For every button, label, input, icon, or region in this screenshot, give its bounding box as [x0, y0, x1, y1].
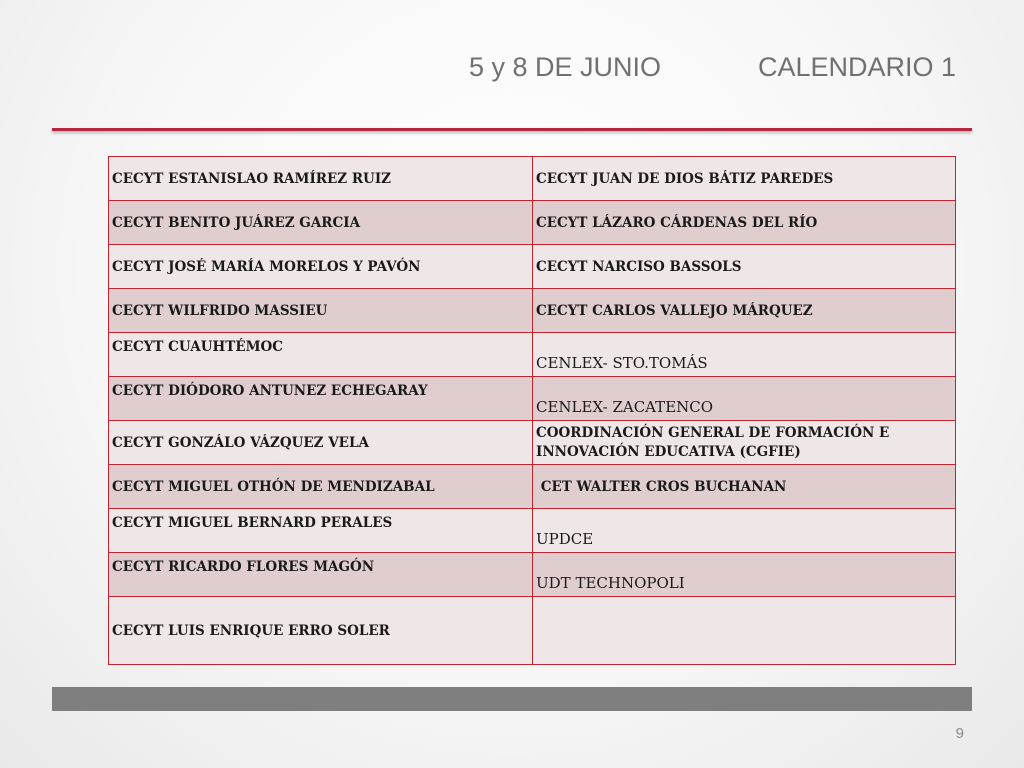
table-cell-right: UPDCE	[533, 509, 956, 553]
table-cell-right: CENLEX- STO.TOMÁS	[533, 333, 956, 377]
table-cell-right: CECYT CARLOS VALLEJO MÁRQUEZ	[533, 289, 956, 333]
table-cell-right: CECYT LÁZARO CÁRDENAS DEL RÍO	[533, 201, 956, 245]
table-cell-right	[533, 597, 956, 665]
table-cell-left: CECYT JOSÉ MARÍA MORELOS Y PAVÓN	[109, 245, 533, 289]
table-row	[109, 157, 956, 201]
table-row	[109, 377, 956, 421]
table-row	[109, 201, 956, 245]
table-cell-right: CECYT JUAN DE DIOS BÁTIZ PAREDES	[533, 157, 956, 201]
table-cell-right: CECYT NARCISO BASSOLS	[533, 245, 956, 289]
table-row	[109, 465, 956, 509]
table-row	[109, 553, 956, 597]
title-date: 5 y 8 DE JUNIO	[469, 52, 662, 82]
table-cell-right: UDT TECHNOPOLI	[533, 553, 956, 597]
slide-title	[0, 52, 1024, 88]
table-cell-right: CET WALTER CROS BUCHANAN	[533, 465, 956, 509]
table-row	[109, 597, 956, 665]
table-cell-left: CECYT GONZÁLO VÁZQUEZ VELA	[109, 421, 533, 465]
table-cell-left: CECYT WILFRIDO MASSIEU	[109, 289, 533, 333]
table-cell-left: CECYT RICARDO FLORES MAGÓN	[109, 553, 533, 597]
table-cell-left: CECYT BENITO JUÁREZ GARCIA	[109, 201, 533, 245]
table-cell-left: CECYT CUAUHTÉMOC	[109, 333, 533, 377]
table-cell-right: COORDINACIÓN GENERAL DE FORMACIÓN E INNOVACIÓN EDUCATIVA (CGFIE)	[533, 421, 956, 465]
table-row	[109, 289, 956, 333]
title-divider	[52, 128, 972, 131]
table-row	[109, 245, 956, 289]
table-cell-left: CECYT LUIS ENRIQUE ERRO SOLER	[109, 597, 533, 665]
page-number: 9	[955, 725, 964, 742]
table-cell-right: CENLEX- ZACATENCO	[533, 377, 956, 421]
table-cell-left: CECYT MIGUEL BERNARD PERALES	[109, 509, 533, 553]
table-row	[109, 333, 956, 377]
table-cell-left: CECYT MIGUEL OTHÓN DE MENDIZABAL	[109, 465, 533, 509]
footer-bar	[52, 687, 972, 711]
table-row	[109, 509, 956, 553]
table-row	[109, 421, 956, 465]
table-cell-left: CECYT DIÓDORO ANTUNEZ ECHEGARAY	[109, 377, 533, 421]
schools-table	[108, 156, 956, 665]
title-calendar: CALENDARIO 1	[758, 52, 957, 82]
table-cell-left: CECYT ESTANISLAO RAMÍREZ RUIZ	[109, 157, 533, 201]
